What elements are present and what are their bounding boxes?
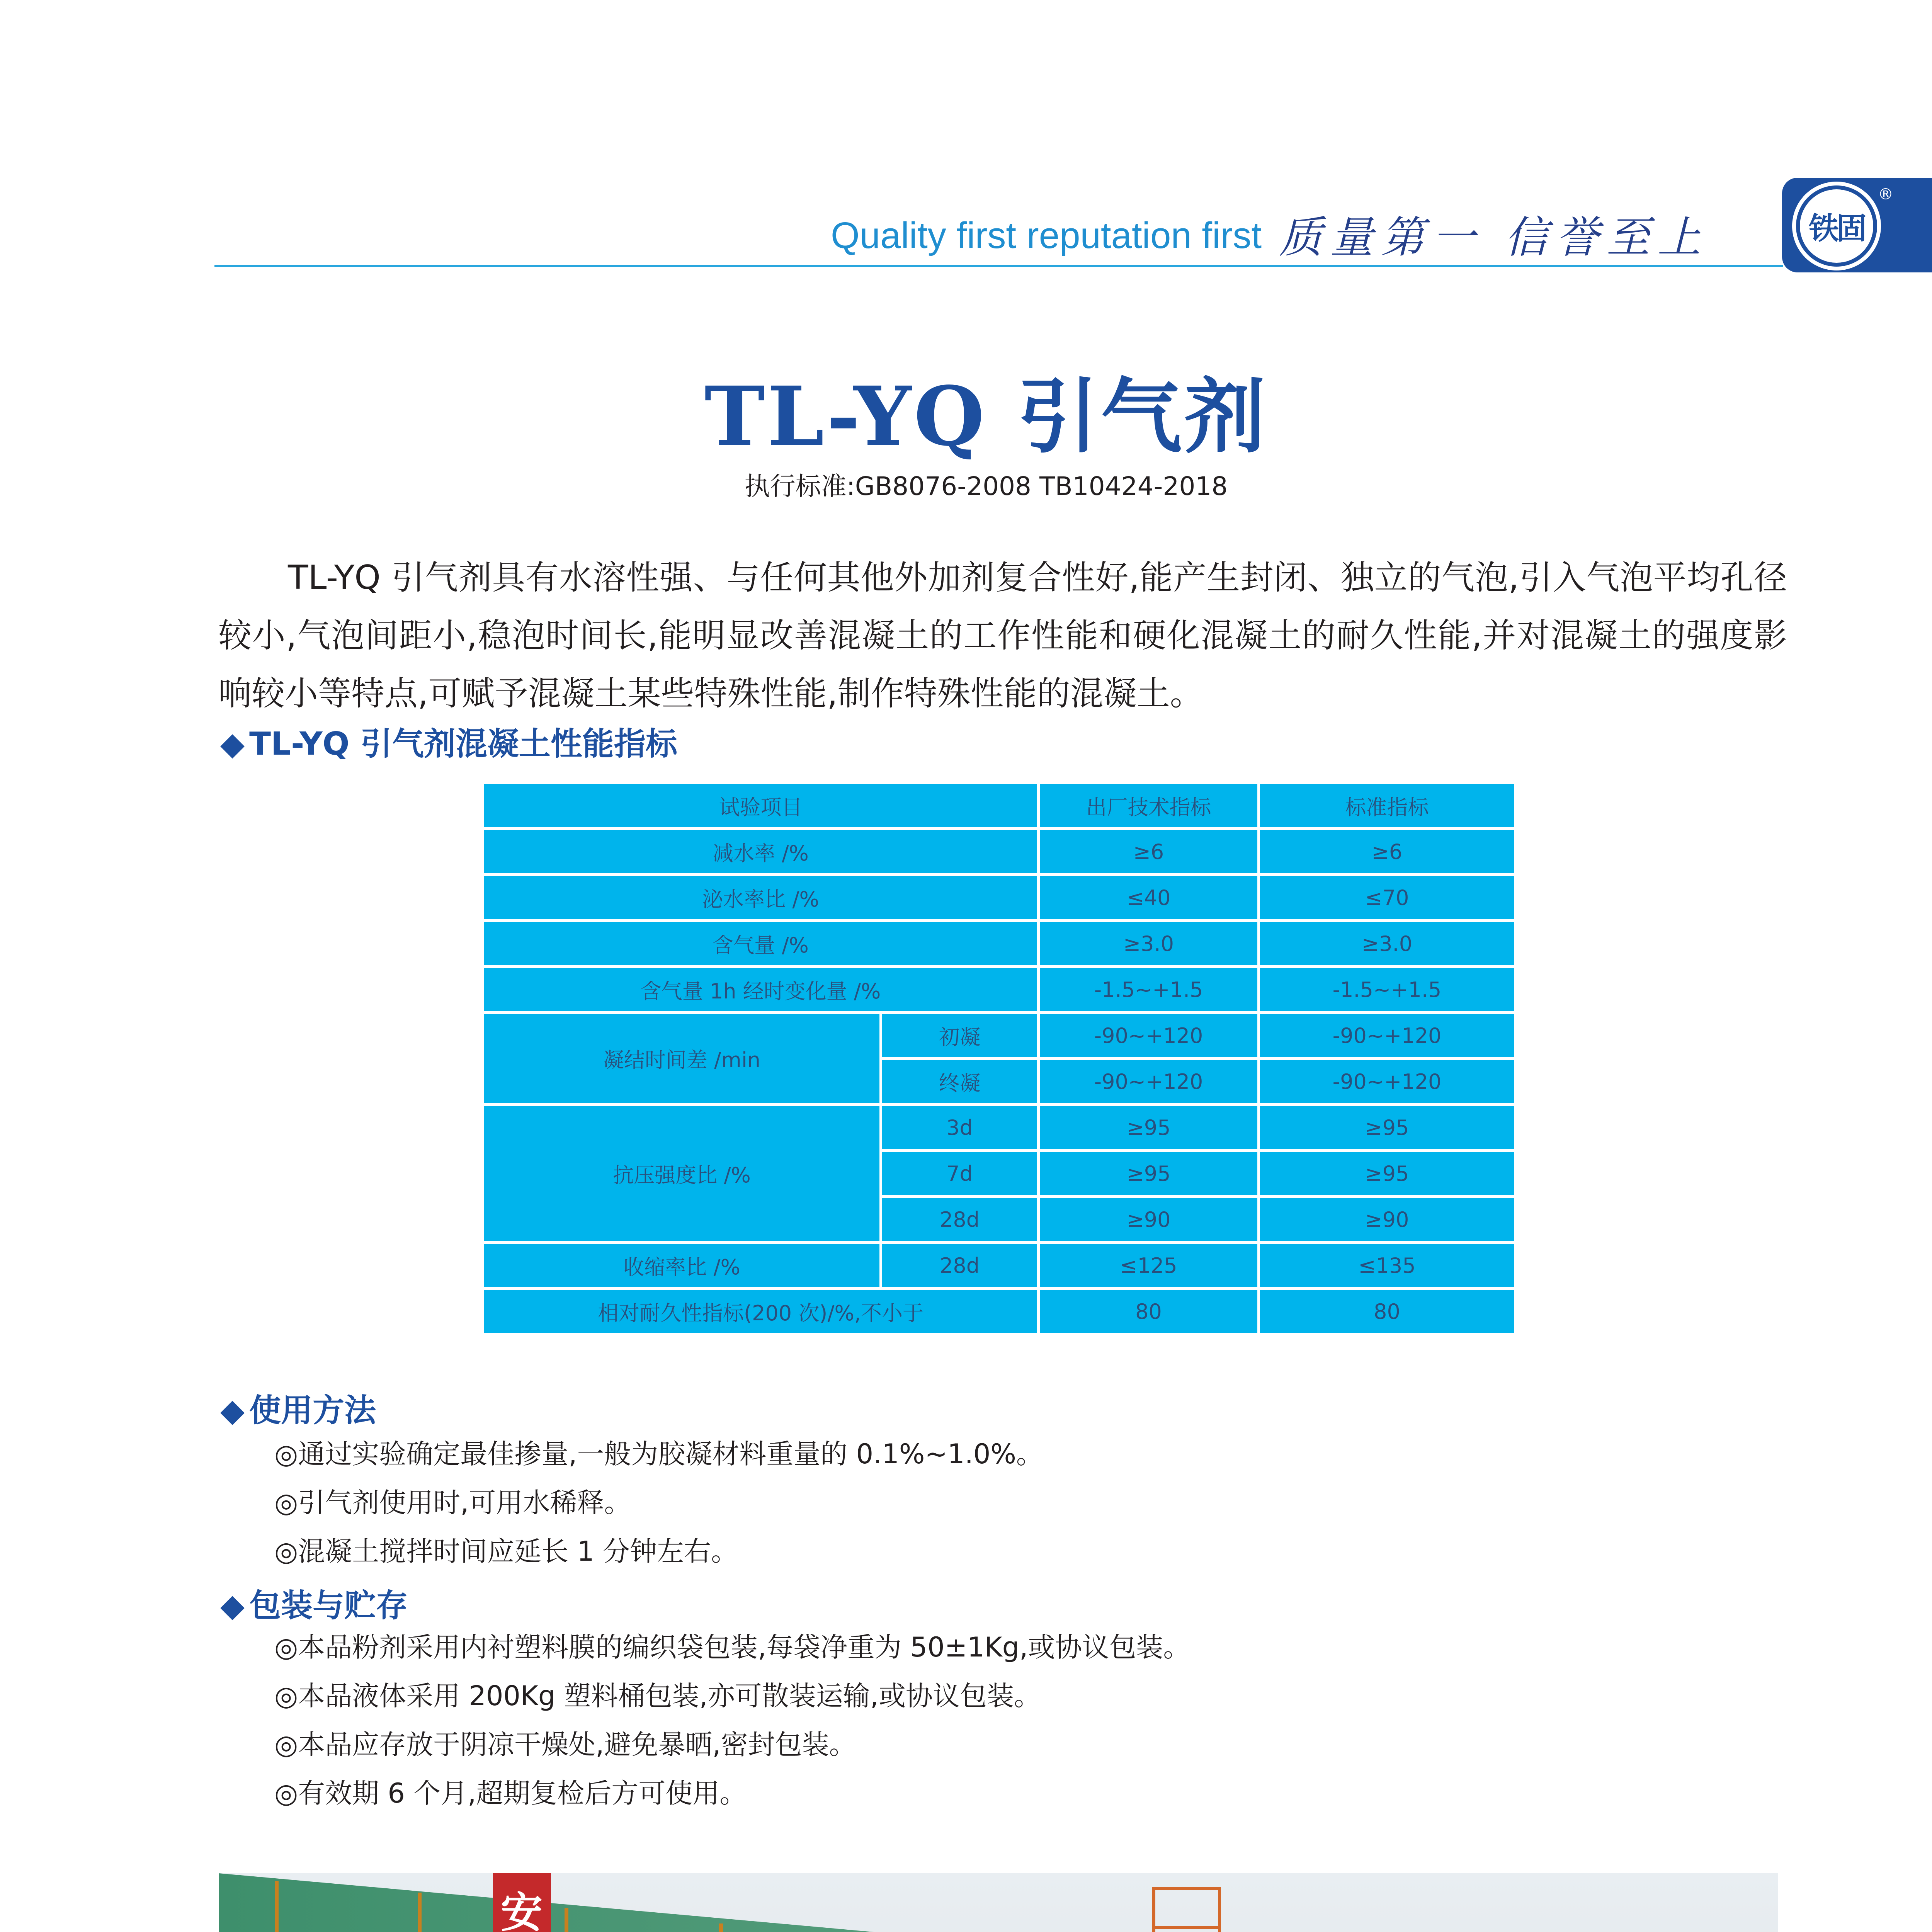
logo-text: 铁固: [1808, 211, 1864, 246]
table-cell: ≥90: [1039, 1197, 1259, 1243]
table-cell: 终凝: [881, 1059, 1039, 1105]
diamond-bullet-icon: ◆: [220, 1587, 245, 1624]
table-cell: 3d: [881, 1105, 1039, 1151]
section-heading-label: 包装与贮存: [249, 1587, 408, 1624]
table-cell: ≥90: [1259, 1197, 1515, 1243]
table-cell: ≤70: [1259, 875, 1515, 921]
list-item: ◎有效期 6 个月,超期复检后方可使用。: [274, 1777, 747, 1809]
table-row: [483, 829, 1515, 875]
header-rule: [214, 265, 1783, 267]
section-heading-label: TL-YQ 引气剂混凝土性能指标: [249, 726, 677, 762]
diamond-bullet-icon: ◆: [220, 1392, 245, 1429]
table-cell: -90~+120: [1039, 1059, 1259, 1105]
list-item: ◎本品液体采用 200Kg 塑料桶包装,亦可散装运输,或协议包装。: [274, 1680, 1041, 1712]
construction-site-illustration: [219, 1873, 1778, 1932]
list-item: ◎本品粉剂采用内衬塑料膜的编织袋包装,每袋净重为 50±1Kg,或协议包装。: [274, 1631, 1190, 1663]
table-row: [483, 875, 1515, 921]
list-item: ◎混凝土搅拌时间应延长 1 分钟左右。: [274, 1536, 738, 1567]
storage-list: [274, 1623, 1190, 1818]
company-logo: [1796, 185, 1877, 267]
table-cell: ≥95: [1259, 1105, 1515, 1151]
table-cell: 初凝: [881, 1013, 1039, 1059]
table-cell: ≥3.0: [1259, 921, 1515, 967]
table-cell: ≤125: [1039, 1243, 1259, 1289]
banner-char: 安: [500, 1889, 543, 1932]
diamond-bullet-icon: ◆: [220, 726, 245, 762]
section-heading-storage: [220, 1580, 408, 1626]
table-header-cell: 标准指标: [1259, 783, 1515, 829]
table-cell: 减水率 /%: [483, 829, 1039, 875]
table-row: [483, 1013, 1515, 1059]
table-cell: ≤40: [1039, 875, 1259, 921]
section-heading-label: 使用方法: [249, 1392, 376, 1429]
table-cell: ≤135: [1259, 1243, 1515, 1289]
header-slogan-cn: 质量第一 信誉至上: [1279, 213, 1709, 263]
registered-mark: ®: [1878, 185, 1893, 203]
table-row: [483, 1289, 1515, 1335]
table-row: [483, 1105, 1515, 1151]
performance-table: [481, 781, 1517, 1336]
table-cell: 收缩率比 /%: [483, 1243, 881, 1289]
table-cell: 凝结时间差 /min: [483, 1013, 881, 1105]
construction-site-photo: [219, 1873, 1778, 1932]
table-row: [483, 921, 1515, 967]
table-cell: 含气量 1h 经时变化量 /%: [483, 967, 1039, 1013]
table-row: [483, 1243, 1515, 1289]
table-cell: -90~+120: [1259, 1013, 1515, 1059]
intro-paragraph: TL-YQ 引气剂具有水溶性强、与任何其他外加剂复合性好,能产生封闭、独立的气泡,引入气泡平均孔径较小,气泡间距小,稳泡时间长,能明显改善混凝土的工作性能和硬化混凝土的耐久性能,并对混凝土的强度影响较小等特点,可赋予混凝土某些特殊性能,制作特殊性能的混凝土。: [218, 558, 1787, 713]
table-cell: -1.5~+1.5: [1039, 967, 1259, 1013]
table-row: [483, 967, 1515, 1013]
table-cell: -90~+120: [1039, 1013, 1259, 1059]
table-cell: 含气量 /%: [483, 921, 1039, 967]
table-cell: 28d: [881, 1197, 1039, 1243]
usage-list: [274, 1430, 1043, 1576]
table-cell: 泌水率比 /%: [483, 875, 1039, 921]
table-cell: ≥95: [1039, 1105, 1259, 1151]
table-cell: ≥6: [1039, 829, 1259, 875]
table-cell: 80: [1259, 1289, 1515, 1335]
table-header-cell: 试验项目: [483, 783, 1039, 829]
safety-banner: [493, 1886, 551, 1932]
page-title: TL-YQ 引气剂: [704, 369, 1268, 464]
table-header-cell: 出厂技术指标: [1039, 783, 1259, 829]
table-cell: 28d: [881, 1243, 1039, 1289]
section-heading-usage: [220, 1385, 376, 1430]
table-cell: 相对耐久性指标(200 次)/%,不小于: [483, 1289, 1039, 1335]
table-cell: 7d: [881, 1151, 1039, 1197]
standard-line: 执行标准:GB8076-2008 TB10424-2018: [744, 471, 1228, 501]
section-heading-performance: [220, 719, 677, 764]
header-slogan-en: Quality first reputation first: [831, 215, 1262, 256]
table-cell: 80: [1039, 1289, 1259, 1335]
list-item: ◎通过实验确定最佳掺量,一般为胶凝材料重量的 0.1%~1.0%。: [274, 1438, 1043, 1470]
table-cell: -90~+120: [1259, 1059, 1515, 1105]
table-header-row: [483, 783, 1515, 829]
list-item: ◎本品应存放于阴凉干燥处,避免暴晒,密封包装。: [274, 1729, 856, 1760]
table-cell: ≥3.0: [1039, 921, 1259, 967]
table-cell: ≥6: [1259, 829, 1515, 875]
table-cell: 抗压强度比 /%: [483, 1105, 881, 1243]
table-cell: ≥95: [1259, 1151, 1515, 1197]
table-cell: ≥95: [1039, 1151, 1259, 1197]
list-item: ◎引气剂使用时,可用水稀释。: [274, 1487, 631, 1519]
table-cell: -1.5~+1.5: [1259, 967, 1515, 1013]
